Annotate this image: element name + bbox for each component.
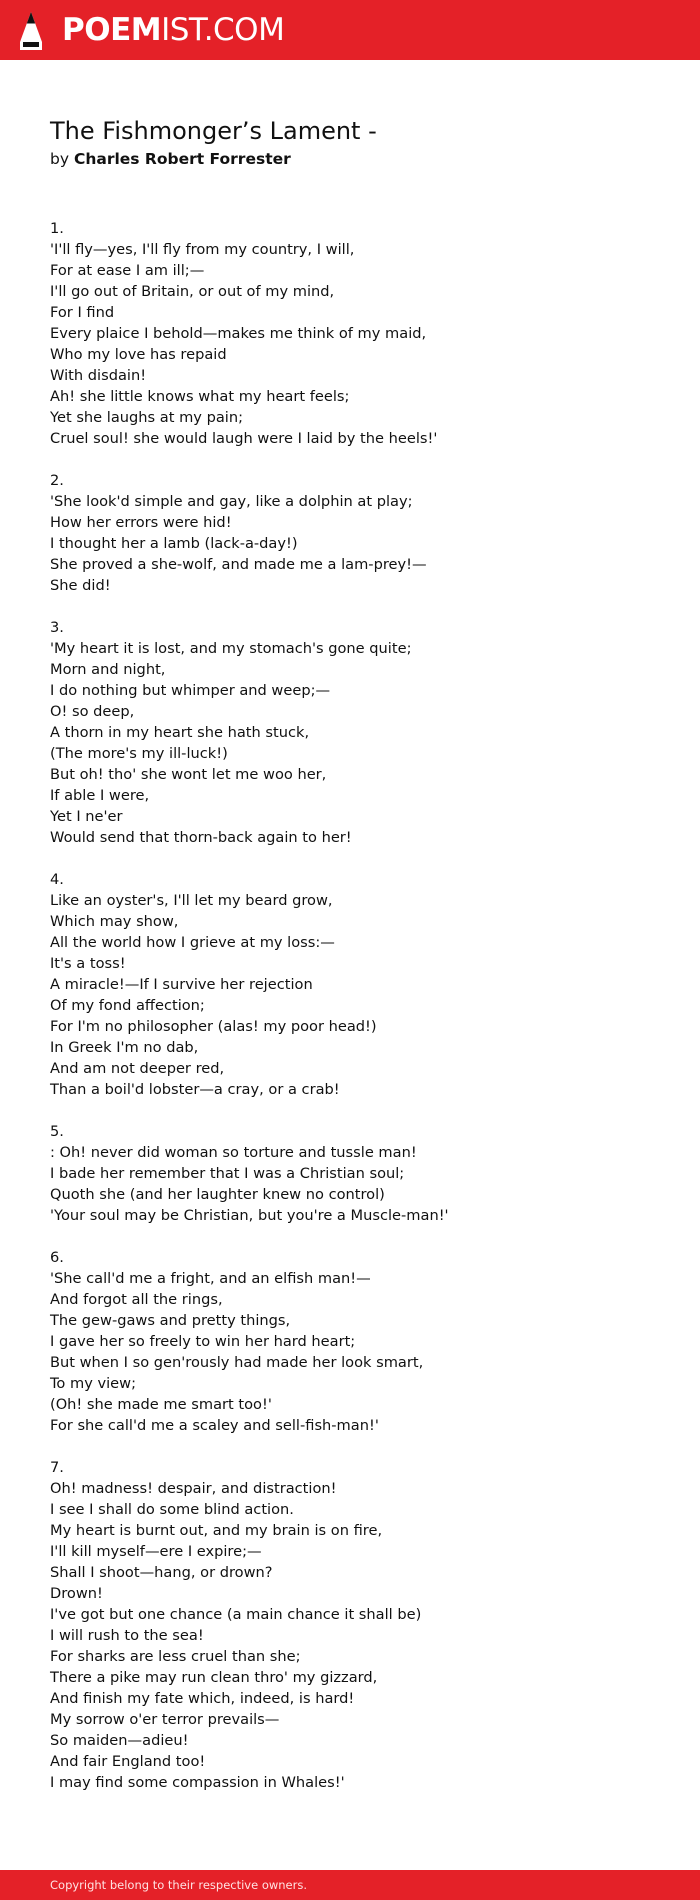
poem-line: Morn and night,: [50, 661, 166, 678]
stanza-number: 1.: [50, 220, 64, 237]
poem-line: Than a boil'd lobster—a cray, or a crab!: [50, 1081, 340, 1098]
poem-line: She proved a she-wolf, and made me a lam-prey!—: [50, 556, 427, 573]
poem-line: She did!: [50, 577, 111, 594]
poem-line: : Oh! never did woman so torture and tussle man!: [50, 1144, 417, 1161]
poem-line: But when I so gen'rously had made her look smart,: [50, 1354, 424, 1371]
poem-line: Quoth she (and her laughter knew no control): [50, 1186, 385, 1203]
poem-line: (Oh! she made me smart too!': [50, 1396, 272, 1413]
poem-line: So maiden—adieu!: [50, 1732, 189, 1749]
stanza-number: 6.: [50, 1249, 64, 1266]
poem-line: For I'm no philosopher (alas! my poor head!): [50, 1018, 377, 1035]
poem-line: (The more's my ill-luck!): [50, 745, 228, 762]
poem-line: A thorn in my heart she hath stuck,: [50, 724, 310, 741]
poem-line: Oh! madness! despair, and distraction!: [50, 1480, 337, 1497]
poem-line: 'She look'd simple and gay, like a dolphin at play;: [50, 493, 413, 510]
poem-stanza: [50, 218, 670, 449]
poem-line: 'She call'd me a fright, and an elfish man!—: [50, 1270, 371, 1287]
stanza-number: 5.: [50, 1123, 64, 1140]
poem-line: I may find some compassion in Whales!': [50, 1774, 345, 1791]
stanza-number: 2.: [50, 472, 64, 489]
poem-line: For she call'd me a scaley and sell-fish-man!': [50, 1417, 379, 1434]
poem-stanza: [50, 1121, 670, 1226]
poem-byline: [50, 148, 291, 170]
poem-line: My sorrow o'er terror prevails—: [50, 1711, 280, 1728]
poem-line: To my view;: [50, 1375, 137, 1392]
poem-line: Would send that thorn-back again to her!: [50, 829, 352, 846]
poem-line: Like an oyster's, I'll let my beard grow,: [50, 892, 333, 909]
poem-line: Yet she laughs at my pain;: [50, 409, 244, 426]
poem-line: And am not deeper red,: [50, 1060, 225, 1077]
poem-line: With disdain!: [50, 367, 147, 384]
brand-light: IST.COM: [161, 12, 285, 48]
poem-line: In Greek I'm no dab,: [50, 1039, 199, 1056]
poem-author: Charles Robert Forrester: [73, 150, 291, 168]
site-footer: [0, 1870, 700, 1900]
poem-line: 'Your soul may be Christian, but you're a Muscle-man!': [50, 1207, 449, 1224]
poem-line: I thought her a lamb (lack-a-day!): [50, 535, 298, 552]
poem-line: And fair England too!: [50, 1753, 206, 1770]
poem-line: All the world how I grieve at my loss:—: [50, 934, 335, 951]
stanza-number: 4.: [50, 871, 64, 888]
poem-line: There a pike may run clean thro' my gizzard,: [50, 1669, 378, 1686]
poem-line: Yet I ne'er: [50, 808, 123, 825]
poem-line: I will rush to the sea!: [50, 1627, 204, 1644]
poem-line: I bade her remember that I was a Christian soul;: [50, 1165, 405, 1182]
poem-line: Which may show,: [50, 913, 179, 930]
poem-line: Shall I shoot—hang, or drown?: [50, 1564, 273, 1581]
poem-line: For sharks are less cruel than she;: [50, 1648, 301, 1665]
poem-line: A miracle!—If I survive her rejection: [50, 976, 313, 993]
poem-stanza: [50, 617, 670, 848]
stanza-number: 7.: [50, 1459, 64, 1476]
by-label: by: [50, 150, 70, 168]
pencil-tip-icon: [18, 11, 44, 51]
poem-body: [50, 218, 670, 1814]
poem-line: I see I shall do some blind action.: [50, 1501, 294, 1518]
poem-line: My heart is burnt out, and my brain is on fire,: [50, 1522, 383, 1539]
poem-line: I do nothing but whimper and weep;—: [50, 682, 331, 699]
poem-stanza: [50, 470, 670, 596]
footer-copyright: Copyright belong to their respective owners.: [50, 1878, 308, 1892]
poem-line: For I find: [50, 304, 115, 321]
poem-line: How her errors were hid!: [50, 514, 232, 531]
poem-line: I've got but one chance (a main chance it shall be): [50, 1606, 422, 1623]
poem-line: O! so deep,: [50, 703, 135, 720]
brand-strong: POEM: [62, 12, 162, 48]
poem-line: The gew-gaws and pretty things,: [50, 1312, 291, 1329]
poem-line: 'My heart it is lost, and my stomach's gone quite;: [50, 640, 412, 657]
site-header: [0, 0, 700, 60]
poem-line: Drown!: [50, 1585, 103, 1602]
poem-line: 'I'll fly—yes, I'll fly from my country, I will,: [50, 241, 355, 258]
poem-line: Ah! she little knows what my heart feels;: [50, 388, 350, 405]
poem-title: The Fishmonger’s Lament -: [50, 117, 377, 145]
poem-line: And finish my fate which, indeed, is hard!: [50, 1690, 355, 1707]
poem-line: If able I were,: [50, 787, 150, 804]
site-logo-text: [62, 8, 284, 52]
poem-line: Every plaice I behold—makes me think of my maid,: [50, 325, 427, 342]
poem-line: But oh! tho' she wont let me woo her,: [50, 766, 327, 783]
poem-line: I'll go out of Britain, or out of my mind,: [50, 283, 335, 300]
poem-line: And forgot all the rings,: [50, 1291, 223, 1308]
poem-line: Who my love has repaid: [50, 346, 227, 363]
stanza-number: 3.: [50, 619, 64, 636]
site-logo-link[interactable]: [0, 0, 285, 60]
poem-stanza: [50, 1457, 670, 1793]
poem-stanza: [50, 1247, 670, 1436]
poem-line: Of my fond affection;: [50, 997, 205, 1014]
poem-line: Cruel soul! she would laugh were I laid by the heels!': [50, 430, 438, 447]
poem-line: I gave her so freely to win her hard heart;: [50, 1333, 356, 1350]
poem-line: It's a toss!: [50, 955, 126, 972]
poem-line: I'll kill myself—ere I expire;—: [50, 1543, 262, 1560]
poem-stanza: [50, 869, 670, 1100]
poem-line: For at ease I am ill;—: [50, 262, 205, 279]
